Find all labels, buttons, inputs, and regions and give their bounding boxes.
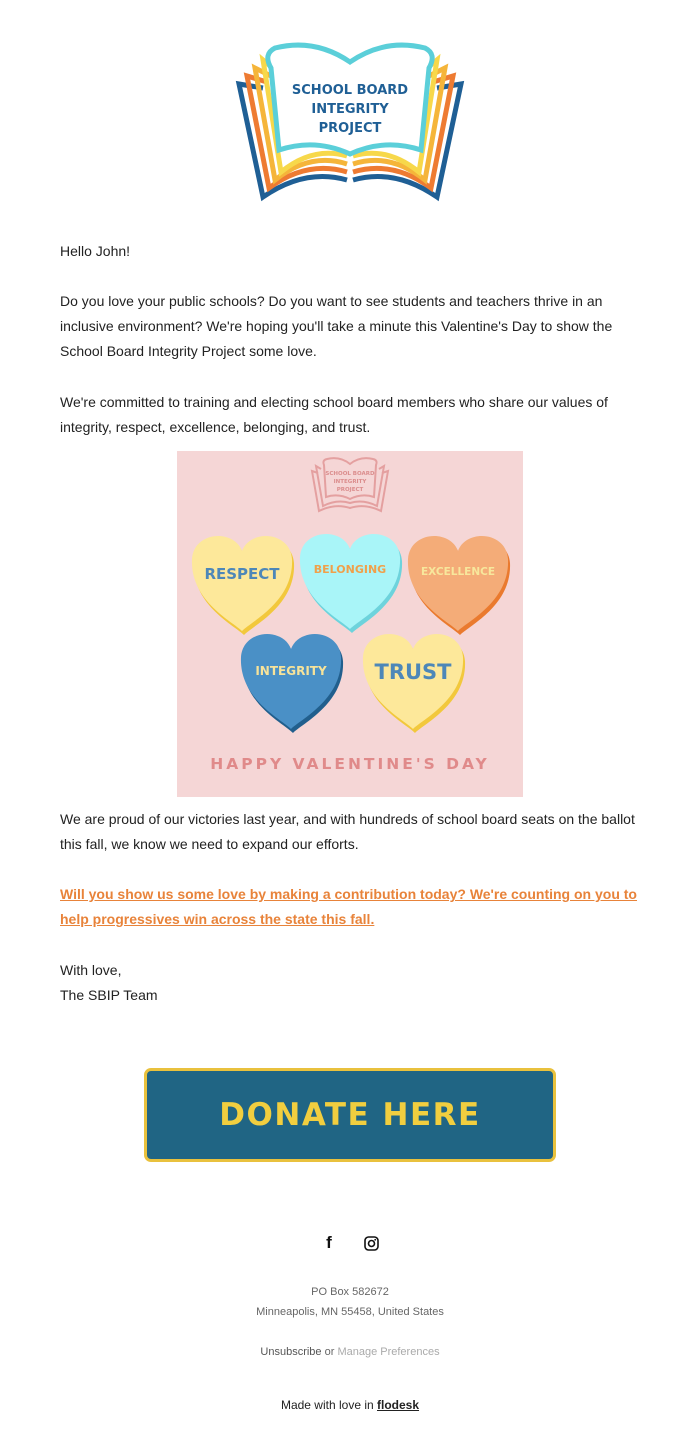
signoff <box>60 958 640 1008</box>
sbip-logo <box>0 40 700 205</box>
valentine-card-image <box>177 451 523 797</box>
values-paragraph: We're committed to training and electing school board members who share our values of integrity, respect, excellence, belonging, and trust. <box>60 394 608 435</box>
logo-text-line2: INTEGRITY <box>311 102 389 117</box>
unsubscribe-link[interactable]: Unsubscribe <box>260 1346 322 1358</box>
facebook-icon[interactable] <box>319 1230 339 1256</box>
mini-logo-line3: PROJECT <box>336 487 364 493</box>
logo-text-line3: PROJECT <box>318 121 382 136</box>
manage-preferences-link[interactable]: Manage Preferences <box>337 1346 440 1358</box>
address-line1: PO Box 582672 <box>311 1286 389 1298</box>
instagram-icon[interactable] <box>361 1230 381 1256</box>
victories-paragraph: We are proud of our victories last year, and with hundreds of school board seats on the ballot this fall, we know we need to expand our efforts. <box>60 811 635 852</box>
mini-logo-line2: INTEGRITY <box>333 479 367 485</box>
heart-label-integrity: INTEGRITY <box>255 664 327 678</box>
valentine-caption: HAPPY VALENTINE'S DAY <box>210 755 490 773</box>
logo-text-line1: SCHOOL BOARD <box>291 83 409 98</box>
signoff-line1: With love, <box>60 962 122 978</box>
facebook-glyph: f <box>326 1233 332 1252</box>
made-with-credit <box>0 1398 700 1412</box>
greeting: Hello John! <box>60 243 131 259</box>
heart-label-respect: RESPECT <box>204 565 280 583</box>
heart-label-trust: TRUST <box>374 660 452 684</box>
intro-paragraph: Do you love your public schools? Do you want to see students and teachers thrive in an inclusive environment? We're hoping you'll take a minute this Valentine's Day to show the School Board Integrity Project some love. <box>60 293 613 359</box>
signoff-line2: The SBIP Team <box>60 987 158 1003</box>
open-book-logo-icon <box>235 40 465 205</box>
social-links <box>0 1230 700 1256</box>
heart-label-excellence: EXCELLENCE <box>421 566 495 578</box>
or-text: or <box>324 1346 335 1358</box>
mini-logo-line1: SCHOOL BOARD <box>325 471 375 477</box>
donate-button[interactable]: DONATE HERE <box>144 1068 556 1162</box>
made-with-text: Made with love in <box>280 1398 374 1412</box>
heart-label-belonging: BELONGING <box>313 563 387 576</box>
preferences-links <box>0 1346 700 1358</box>
flodesk-link[interactable]: flodesk <box>377 1398 420 1412</box>
contribution-link[interactable]: Will you show us some love by making a contribution today? We're counting on you to help progressives win across the state this fall. <box>60 886 637 927</box>
address-line2: Minneapolis, MN 55458, United States <box>256 1306 444 1318</box>
